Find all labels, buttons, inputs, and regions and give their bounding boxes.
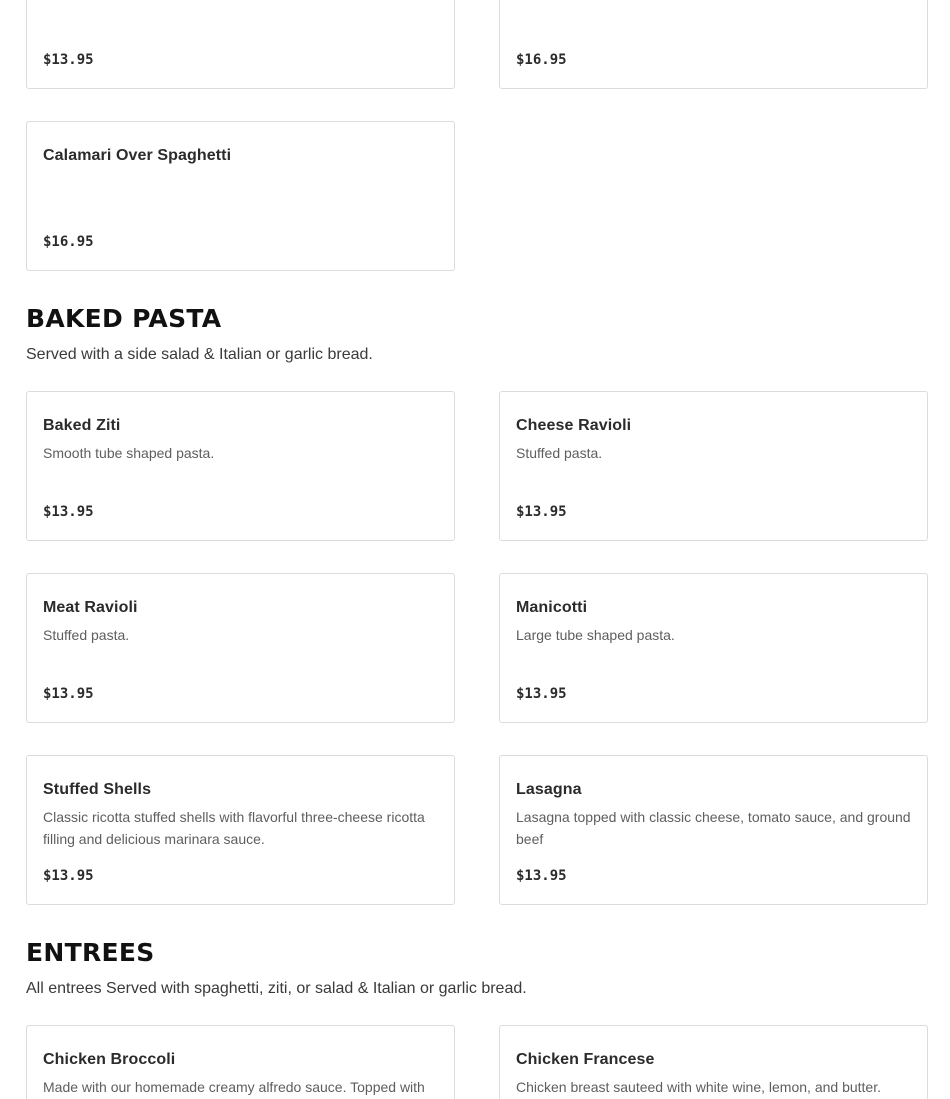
item-price: $13.95: [516, 868, 567, 884]
section-title-entrees: ENTREES: [26, 938, 155, 967]
section-title-baked-pasta: BAKED PASTA: [26, 304, 222, 333]
menu-item-card[interactable]: [26, 391, 455, 541]
item-name: Chicken Broccoli: [43, 1051, 176, 1068]
menu-item-card[interactable]: [499, 755, 928, 905]
item-price: $13.95: [516, 686, 567, 702]
menu-item-card[interactable]: [499, 0, 928, 89]
item-name: Baked Ziti: [43, 417, 121, 434]
item-description: Made with our homemade creamy alfredo sauce. Topped with: [43, 1079, 425, 1095]
section-subtitle-baked-pasta: Served with a side salad & Italian or garlic bread.: [26, 346, 373, 363]
item-price: $16.95: [43, 234, 94, 250]
menu-item-card[interactable]: [26, 0, 455, 89]
item-name: Manicotti: [516, 599, 588, 616]
item-description: Stuffed pasta.: [516, 445, 603, 461]
item-price: $16.95: [516, 52, 567, 68]
item-name: Lasagna: [516, 781, 582, 798]
menu-item-card[interactable]: [499, 1025, 928, 1099]
menu-item-card[interactable]: [26, 755, 455, 905]
item-name: Calamari Over Spaghetti: [43, 147, 232, 164]
menu-item-card[interactable]: [499, 573, 928, 723]
item-description: Stuffed pasta.: [43, 627, 130, 643]
item-description: Large tube shaped pasta.: [516, 627, 675, 643]
item-price: $13.95: [43, 504, 94, 520]
item-name: Chicken Francese: [516, 1051, 655, 1068]
item-description: Smooth tube shaped pasta.: [43, 445, 215, 461]
item-name: Stuffed Shells: [43, 781, 152, 798]
item-name: Meat Ravioli: [43, 599, 138, 616]
section-subtitle-entrees: All entrees Served with spaghetti, ziti, or salad & Italian or garlic bread.: [26, 980, 527, 997]
item-description: Chicken breast sauteed with white wine, lemon, and butter.: [516, 1079, 881, 1095]
menu-item-card[interactable]: [26, 121, 455, 271]
menu-item-card[interactable]: [499, 391, 928, 541]
item-price: $13.95: [43, 686, 94, 702]
item-price: $13.95: [43, 52, 94, 68]
menu-item-card[interactable]: [26, 573, 455, 723]
item-description: Lasagna topped with classic cheese, tomato sauce, and ground beef: [516, 809, 911, 847]
item-price: $13.95: [516, 504, 567, 520]
item-description: Classic ricotta stuffed shells with flavorful three-cheese ricotta filling and delicious marinara sauce.: [43, 809, 425, 847]
item-price: $13.95: [43, 868, 94, 884]
item-name: Cheese Ravioli: [516, 417, 632, 434]
menu-item-card[interactable]: [26, 1025, 455, 1099]
